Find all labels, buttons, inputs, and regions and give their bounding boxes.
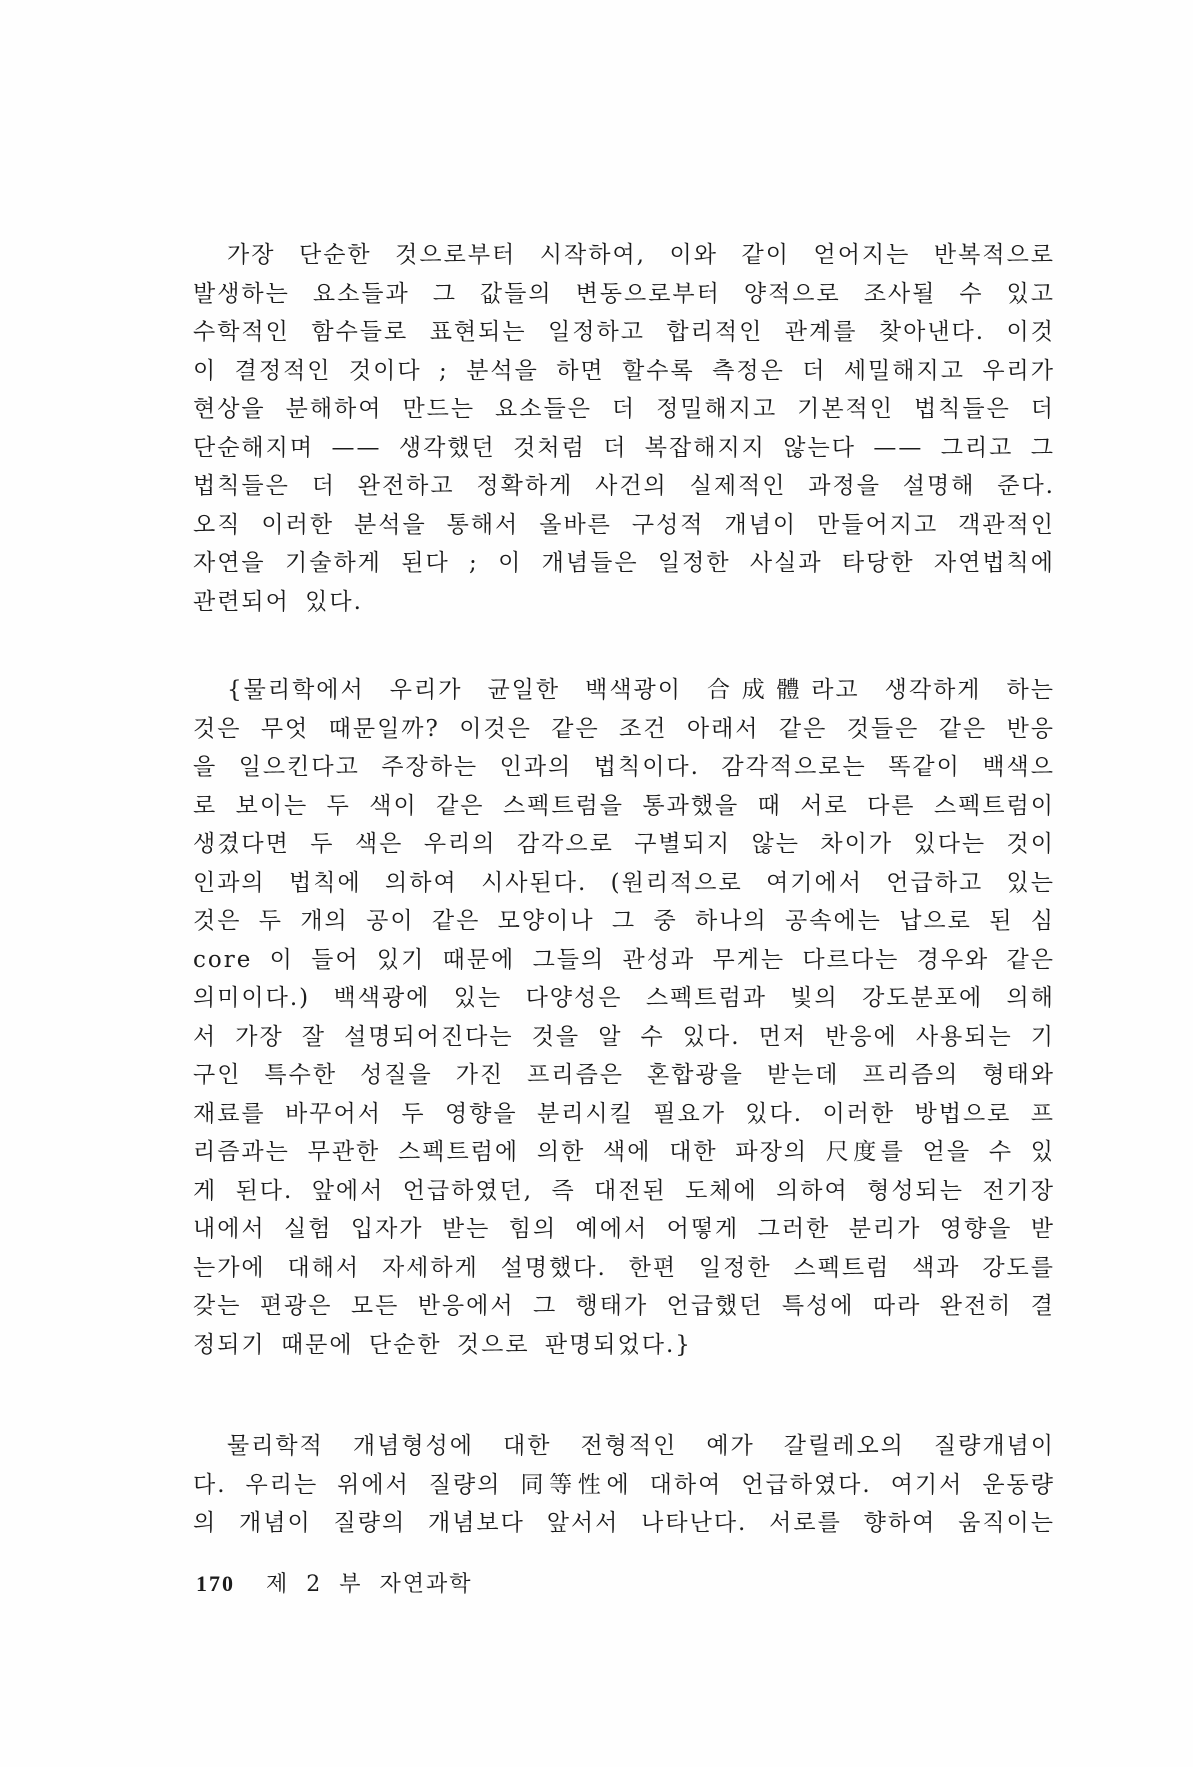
text-line: 다. 우리는 위에서 질량의 同等性에 대하여 언급하였다. 여기서 운동량 [193, 1471, 1055, 1498]
text-line: 갖는 편광은 모든 반응에서 그 행태가 언급했던 특성에 따라 완전히 결 [193, 1293, 1055, 1319]
text-line: 는가에 대해서 자세하게 설명했다. 한편 일정한 스펙트럼 색과 강도를 [193, 1254, 1055, 1281]
text-line: 의미이다.) 백색광에 있는 다양성은 스펙트럼과 빛의 강도분포에 의해 [193, 985, 1055, 1011]
paragraph-analysis [193, 236, 1055, 621]
text-line: 오직 이러한 분석을 통해서 올바른 구성적 개념이 만들어지고 객관적인 [193, 511, 1055, 538]
text-line: 수학적인 함수들로 표현되는 일정하고 합리적인 관계를 찾아낸다. 이것 [193, 319, 1055, 345]
text-line: 을 일으킨다고 주장하는 인과의 법칙이다. 감각적으로는 똑같이 백색으 [193, 754, 1055, 780]
text-line: 서 가장 잘 설명되어진다는 것을 알 수 있다. 먼저 반응에 사용되는 기 [193, 1023, 1055, 1050]
text-line: core 이 들어 있기 때문에 그들의 관성과 무게는 다르다는 경우와 같은 [193, 946, 1055, 973]
text-line: 단순해지며 —— 생각했던 것처럼 더 복잡해지지 않는다 —— 그리고 그 [193, 434, 1055, 461]
text-line: 것은 무엇 때문일까? 이것은 같은 조건 아래서 같은 것들은 같은 반응 [193, 715, 1055, 742]
text-line: 정되기 때문에 단순한 것으로 판명되었다.} [193, 1331, 692, 1358]
text-line: 현상을 분해하여 만드는 요소들은 더 정밀해지고 기본적인 법칙들은 더 [193, 396, 1055, 422]
text-line: 생겼다면 두 색은 우리의 감각으로 구별되지 않는 차이가 있다는 것이 [193, 831, 1055, 857]
paragraph-white-light [193, 671, 1055, 1364]
text-line: 재료를 바꾸어서 두 영향을 분리시킬 필요가 있다. 이러한 방법으로 프 [193, 1100, 1055, 1127]
text-line: 로 보이는 두 색이 같은 스펙트럼을 통과했을 때 서로 다른 스펙트럼이 [193, 792, 1055, 819]
text-line: 물리학적 개념형성에 대한 전형적인 예가 갈릴레오의 질량개념이 [227, 1433, 1055, 1459]
text-line: 발생하는 요소들과 그 값들의 변동으로부터 양적으로 조사될 수 있고 [193, 280, 1055, 307]
text-line: 리즘과는 무관한 스펙트럼에 의한 색에 대한 파장의 尺度를 얻을 수 있 [193, 1139, 1055, 1165]
section-title: 제 2 부 자연과학 [266, 1572, 473, 1597]
text-line: 가장 단순한 것으로부터 시작하여, 이와 같이 얻어지는 반복적으로 [227, 242, 1055, 268]
text-line: 자연을 기술하게 된다 ; 이 개념들은 일정한 사실과 타당한 자연법칙에 [193, 550, 1055, 576]
text-line: 인과의 법칙에 의하여 시사된다. (원리적으로 여기에서 언급하고 있는 [193, 869, 1055, 896]
text-line: 것은 두 개의 공이 같은 모양이나 그 중 하나의 공속에는 납으로 된 심 [193, 908, 1055, 934]
text-line: 법칙들은 더 완전하고 정확하게 사건의 실제적인 과정을 설명해 준다. [193, 473, 1055, 499]
page-footer [196, 1567, 473, 1598]
text-line: 게 된다. 앞에서 언급하였던, 즉 대전된 도체에 의하여 형성되는 전기장 [193, 1177, 1055, 1204]
text-line: 관련되어 있다. [193, 588, 363, 615]
text-line: 내에서 실험 입자가 받는 힘의 예에서 어떻게 그러한 분리가 영향을 받 [193, 1216, 1055, 1242]
text-line: 의 개념이 질량의 개념보다 앞서서 나타난다. 서로를 향하여 움직이는 [193, 1510, 1055, 1536]
text-line: {물리학에서 우리가 균일한 백색광이 合成體라고 생각하게 하는 [227, 677, 1055, 703]
paragraph-galileo-mass [193, 1427, 1055, 1543]
page-number: 170 [196, 1571, 235, 1596]
text-line: 구인 특수한 성질을 가진 프리즘은 혼합광을 받는데 프리즘의 형태와 [193, 1062, 1055, 1088]
text-line: 이 결정적인 것이다 ; 분석을 하면 할수록 측정은 더 세밀해지고 우리가 [193, 357, 1055, 384]
